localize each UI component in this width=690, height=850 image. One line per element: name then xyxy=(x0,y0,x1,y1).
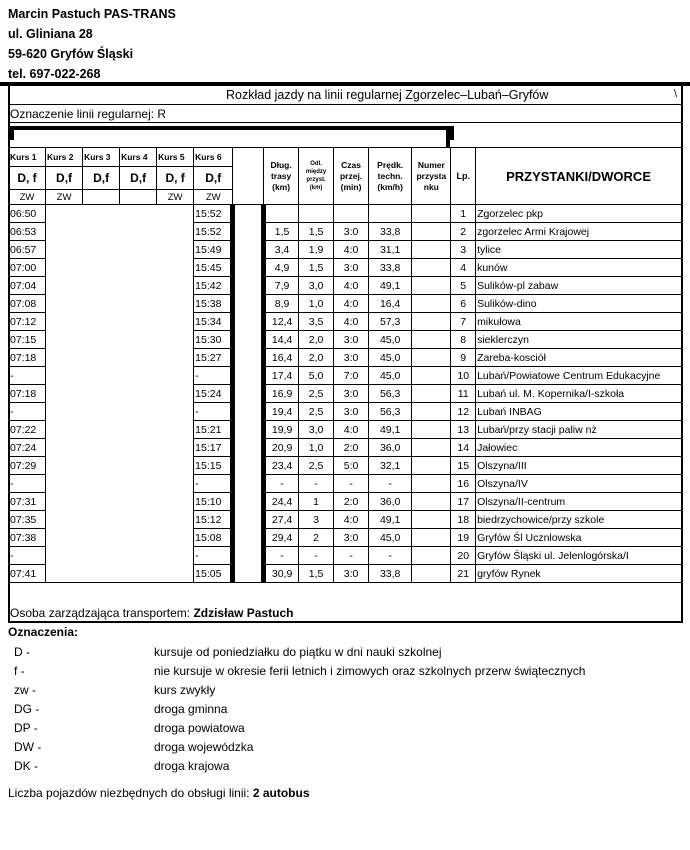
row-lp: 15 xyxy=(451,457,476,475)
title-tail: \ xyxy=(674,88,678,100)
route-length: 27,4 xyxy=(264,511,299,529)
vehicles-line xyxy=(8,786,310,800)
tech-speed: 36,0 xyxy=(369,493,412,511)
stop-number xyxy=(412,367,451,385)
stop-number xyxy=(412,439,451,457)
legend-item xyxy=(8,700,688,719)
tech-speed: 33,8 xyxy=(369,565,412,583)
row-lp: 16 xyxy=(451,475,476,493)
route-length: 29,4 xyxy=(264,529,299,547)
blank-column xyxy=(233,205,264,583)
legend-desc: kursuje od poniedziałku do piątku w dni nauki szkolnej xyxy=(154,645,442,659)
row-lp: 9 xyxy=(451,349,476,367)
stop-name: Zgorzelec pkp xyxy=(476,205,682,223)
travel-time: 4:0 xyxy=(334,511,369,529)
stop-name: sieklerczyn xyxy=(476,331,682,349)
czas-header: Czas przej. (min) xyxy=(334,148,369,205)
stop-number xyxy=(412,385,451,403)
tech-speed: 45,0 xyxy=(369,367,412,385)
legend-title: Oznaczenia: xyxy=(8,625,79,639)
row-lp: 21 xyxy=(451,565,476,583)
tech-speed: 45,0 xyxy=(369,349,412,367)
stop-name: kunów xyxy=(476,259,682,277)
header-frame-right xyxy=(446,126,450,147)
route-length: 4,9 xyxy=(264,259,299,277)
legend xyxy=(8,643,688,776)
stop-number xyxy=(412,259,451,277)
kurs1-time: 07:35 xyxy=(9,511,46,529)
travel-time: 3:0 xyxy=(334,565,369,583)
kurs1-time: 06:50 xyxy=(9,205,46,223)
stop-number xyxy=(412,349,451,367)
kurs-type-1: ZW xyxy=(9,190,46,205)
kurs-header-4: Kurs 4 xyxy=(120,148,157,167)
dlug-header: Dług. trasy (km) xyxy=(264,148,299,205)
kurs-code-6: D,f xyxy=(194,167,233,190)
kurs1-time: - xyxy=(9,475,46,493)
route-length: 3,4 xyxy=(264,241,299,259)
title-rule xyxy=(8,104,682,105)
kurs-type-5: ZW xyxy=(157,190,194,205)
stop-distance: 2,5 xyxy=(299,403,334,421)
kurs6-time: 15:52 xyxy=(194,223,233,241)
travel-time xyxy=(334,205,369,223)
row-lp: 18 xyxy=(451,511,476,529)
route-length: 23,4 xyxy=(264,457,299,475)
kurs-header-1: Kurs 1 xyxy=(9,148,46,167)
stop-distance: - xyxy=(299,547,334,565)
row-lp: 14 xyxy=(451,439,476,457)
stop-distance: 2,5 xyxy=(299,457,334,475)
kurs6-time: 15:52 xyxy=(194,205,233,223)
travel-time: 3:0 xyxy=(334,529,369,547)
stop-distance: 3 xyxy=(299,511,334,529)
row-lp: 1 xyxy=(451,205,476,223)
stop-name: gryfów Rynek xyxy=(476,565,682,583)
kurs6-time: 15:17 xyxy=(194,439,233,457)
kurs1-time: 07:29 xyxy=(9,457,46,475)
stop-number xyxy=(412,475,451,493)
tech-speed: 57,3 xyxy=(369,313,412,331)
legend-desc: nie kursuje w okresie ferii letnich i zimowych oraz szkolnych przerw świątecznych xyxy=(154,664,586,678)
route-length: 8,9 xyxy=(264,295,299,313)
stop-number xyxy=(412,277,451,295)
route-length: - xyxy=(264,547,299,565)
travel-time: - xyxy=(334,547,369,565)
kurs6-time: 15:42 xyxy=(194,277,233,295)
legend-desc: droga wojewódzka xyxy=(154,740,254,754)
company-phone: tel. 697-022-268 xyxy=(8,67,101,81)
kurs-code-4: D,f xyxy=(120,167,157,190)
tech-speed: 31,1 xyxy=(369,241,412,259)
kurs6-time: 15:21 xyxy=(194,421,233,439)
kurs-header-2: Kurs 2 xyxy=(46,148,83,167)
stop-number xyxy=(412,205,451,223)
route-length: 14,4 xyxy=(264,331,299,349)
stop-name: biedrzychowice/przy szkole xyxy=(476,511,682,529)
stop-distance: 2,5 xyxy=(299,385,334,403)
numer-header: Numer przysta nku xyxy=(412,148,451,205)
stop-number xyxy=(412,565,451,583)
lp-header: Lp. xyxy=(451,148,476,205)
route-length: 30,9 xyxy=(264,565,299,583)
legend-item xyxy=(8,643,688,662)
kurs-header-5: Kurs 5 xyxy=(157,148,194,167)
legend-code: zw - xyxy=(14,683,36,697)
stop-distance: 2 xyxy=(299,529,334,547)
legend-code: DK - xyxy=(14,759,38,773)
stop-name: Sulików-pl zabaw xyxy=(476,277,682,295)
kurs6-time: 15:05 xyxy=(194,565,233,583)
tech-speed: 56,3 xyxy=(369,385,412,403)
travel-time: - xyxy=(334,475,369,493)
stop-number xyxy=(412,403,451,421)
odl-header: Odl. między przyst. (km) xyxy=(299,148,334,205)
kurs-code-1: D, f xyxy=(9,167,46,190)
travel-time: 4:0 xyxy=(334,295,369,313)
stop-distance: 1,9 xyxy=(299,241,334,259)
timetable xyxy=(8,147,682,583)
route-length: 12,4 xyxy=(264,313,299,331)
route-length: 17,4 xyxy=(264,367,299,385)
route-length xyxy=(264,205,299,223)
stop-distance: 5,0 xyxy=(299,367,334,385)
kurs-header-6: Kurs 6 xyxy=(194,148,233,167)
route-length: 16,9 xyxy=(264,385,299,403)
tech-speed: 45,0 xyxy=(369,529,412,547)
kurs6-time: 15:38 xyxy=(194,295,233,313)
kurs6-time: - xyxy=(194,403,233,421)
tech-speed: - xyxy=(369,547,412,565)
stop-number xyxy=(412,331,451,349)
row-lp: 2 xyxy=(451,223,476,241)
legend-code: f - xyxy=(14,664,25,678)
route-length: 7,9 xyxy=(264,277,299,295)
stop-name: Olszyna/II-centrum xyxy=(476,493,682,511)
travel-time: 3:0 xyxy=(334,403,369,421)
travel-time: 4:0 xyxy=(334,313,369,331)
travel-time: 3:0 xyxy=(334,349,369,367)
stop-distance: 1,5 xyxy=(299,565,334,583)
kurs1-time: 07:24 xyxy=(9,439,46,457)
tech-speed: 33,8 xyxy=(369,223,412,241)
stop-name: Lubań/Powiatowe Centrum Edukacyjne xyxy=(476,367,682,385)
kurs6-time: 15:15 xyxy=(194,457,233,475)
stop-name: Lubań/przy stacji paliw nż xyxy=(476,421,682,439)
predk-header: Prędk. techn. (km/h) xyxy=(369,148,412,205)
legend-desc: droga gminna xyxy=(154,702,228,716)
route-length: 1,5 xyxy=(264,223,299,241)
tech-speed: 33,8 xyxy=(369,259,412,277)
kurs-code-5: D, f xyxy=(157,167,194,190)
stop-name: Sulików-dino xyxy=(476,295,682,313)
manager-line xyxy=(10,606,293,620)
stop-distance: - xyxy=(299,475,334,493)
line-label: Oznaczenie linii regularnej: R xyxy=(10,107,167,121)
legend-item xyxy=(8,681,688,700)
kurs1-time: 07:38 xyxy=(9,529,46,547)
stop-number xyxy=(412,295,451,313)
legend-code: DW - xyxy=(14,740,42,754)
blank-header xyxy=(233,148,264,205)
travel-time: 7:0 xyxy=(334,367,369,385)
stop-name: Gryfów Śl Ucznlowska xyxy=(476,529,682,547)
stop-name: Zareba-kosciół xyxy=(476,349,682,367)
kurs6-time: 15:30 xyxy=(194,331,233,349)
tech-speed: - xyxy=(369,475,412,493)
kurs1-time: 07:04 xyxy=(9,277,46,295)
row-lp: 19 xyxy=(451,529,476,547)
stop-number xyxy=(412,241,451,259)
vehicles-label: Liczba pojazdów niezbędnych do obsługi linii: xyxy=(8,786,250,800)
timetable-title: Rozkład jazdy na linii regularnej Zgorzelec–Lubań–Gryfów xyxy=(226,88,549,102)
kurs1-time: 07:22 xyxy=(9,421,46,439)
stop-name: Jałowiec xyxy=(476,439,682,457)
route-length: 19,9 xyxy=(264,421,299,439)
row-lp: 13 xyxy=(451,421,476,439)
stop-number xyxy=(412,421,451,439)
stop-distance: 1,0 xyxy=(299,295,334,313)
tech-speed: 16,4 xyxy=(369,295,412,313)
stop-distance: 3,0 xyxy=(299,277,334,295)
stop-distance: 3,0 xyxy=(299,421,334,439)
kurs6-time: 15:49 xyxy=(194,241,233,259)
stop-name: Olszyna/IV xyxy=(476,475,682,493)
kurs1-time: 07:15 xyxy=(9,331,46,349)
kurs1-time: 06:53 xyxy=(9,223,46,241)
tech-speed: 49,1 xyxy=(369,511,412,529)
kurs1-time: 07:41 xyxy=(9,565,46,583)
route-length: 20,9 xyxy=(264,439,299,457)
table-row xyxy=(9,205,682,223)
legend-item xyxy=(8,738,688,757)
kurs-type-2: ZW xyxy=(46,190,83,205)
company-city: 59-620 Gryfów Śląski xyxy=(8,47,134,61)
travel-time: 3:0 xyxy=(334,223,369,241)
tech-speed: 32,1 xyxy=(369,457,412,475)
manager-rule xyxy=(8,621,683,623)
route-length: 16,4 xyxy=(264,349,299,367)
kurs6-time: 15:24 xyxy=(194,385,233,403)
kurs-code-3: D,f xyxy=(83,167,120,190)
row-lp: 11 xyxy=(451,385,476,403)
legend-item xyxy=(8,662,688,681)
kurs2-5-blank xyxy=(46,205,194,583)
row-lp: 12 xyxy=(451,403,476,421)
travel-time: 4:0 xyxy=(334,421,369,439)
stop-name: Lubań INBAG xyxy=(476,403,682,421)
kurs-header-3: Kurs 3 xyxy=(83,148,120,167)
kurs1-time: 07:18 xyxy=(9,349,46,367)
row-lp: 20 xyxy=(451,547,476,565)
travel-time: 3:0 xyxy=(334,331,369,349)
stop-distance: 2,0 xyxy=(299,349,334,367)
tech-speed: 49,1 xyxy=(369,421,412,439)
kurs6-time: - xyxy=(194,547,233,565)
tech-speed xyxy=(369,205,412,223)
route-length: - xyxy=(264,475,299,493)
travel-time: 2:0 xyxy=(334,493,369,511)
stop-distance: 1,5 xyxy=(299,223,334,241)
legend-item xyxy=(8,719,688,738)
manager-name: Zdzisław Pastuch xyxy=(193,606,294,620)
stop-distance: 1,0 xyxy=(299,439,334,457)
top-rule xyxy=(0,82,690,86)
row-lp: 7 xyxy=(451,313,476,331)
stop-name: mikułowa xyxy=(476,313,682,331)
kurs-type-6: ZW xyxy=(194,190,233,205)
stop-number xyxy=(412,529,451,547)
stop-distance: 3,5 xyxy=(299,313,334,331)
kurs-type-4 xyxy=(120,190,157,205)
vehicles-value: 2 autobus xyxy=(252,786,310,800)
stop-name: Olszyna/III xyxy=(476,457,682,475)
kurs6-time: 15:34 xyxy=(194,313,233,331)
stop-number xyxy=(412,493,451,511)
stop-number xyxy=(412,511,451,529)
line-rule xyxy=(8,122,682,123)
stop-name: zgorzelec Armi Krajowej xyxy=(476,223,682,241)
row-lp: 6 xyxy=(451,295,476,313)
stop-name: tylice xyxy=(476,241,682,259)
kurs1-time: 07:18 xyxy=(9,385,46,403)
kurs6-time: 15:08 xyxy=(194,529,233,547)
kurs1-time: 07:08 xyxy=(9,295,46,313)
stop-number xyxy=(412,313,451,331)
row-lp: 4 xyxy=(451,259,476,277)
manager-label: Osoba zarządzająca transportem: xyxy=(10,606,191,620)
kurs1-time: 07:00 xyxy=(9,259,46,277)
travel-time: 4:0 xyxy=(334,241,369,259)
kurs-type-3 xyxy=(83,190,120,205)
row-lp: 5 xyxy=(451,277,476,295)
route-length: 24,4 xyxy=(264,493,299,511)
stop-number xyxy=(412,547,451,565)
travel-time: 3:0 xyxy=(334,259,369,277)
travel-time: 5:0 xyxy=(334,457,369,475)
legend-item xyxy=(8,757,688,776)
tech-speed: 49,1 xyxy=(369,277,412,295)
row-lp: 8 xyxy=(451,331,476,349)
travel-time: 2:0 xyxy=(334,439,369,457)
stop-number xyxy=(412,457,451,475)
kurs6-time: - xyxy=(194,367,233,385)
row-lp: 10 xyxy=(451,367,476,385)
stop-distance: 2,0 xyxy=(299,331,334,349)
legend-desc: droga powiatowa xyxy=(154,721,245,735)
tech-speed: 56,3 xyxy=(369,403,412,421)
kurs-code-2: D,f xyxy=(46,167,83,190)
kurs1-time: 06:57 xyxy=(9,241,46,259)
stop-distance xyxy=(299,205,334,223)
kurs1-time: - xyxy=(9,403,46,421)
company-street: ul. Gliniana 28 xyxy=(8,27,93,41)
kurs6-time: 15:27 xyxy=(194,349,233,367)
kurs6-time: 15:45 xyxy=(194,259,233,277)
stop-number xyxy=(412,223,451,241)
kurs6-time: 15:12 xyxy=(194,511,233,529)
stops-header: PRZYSTANKI/DWORCE xyxy=(476,148,682,205)
tech-speed: 36,0 xyxy=(369,439,412,457)
travel-time: 3:0 xyxy=(334,385,369,403)
route-length: 19,4 xyxy=(264,403,299,421)
legend-code: D - xyxy=(14,645,30,659)
company-name: Marcin Pastuch PAS-TRANS xyxy=(8,7,176,21)
kurs1-time: 07:12 xyxy=(9,313,46,331)
kurs6-time: - xyxy=(194,475,233,493)
legend-desc: droga krajowa xyxy=(154,759,230,773)
kurs1-time: 07:31 xyxy=(9,493,46,511)
legend-code: DG - xyxy=(14,702,40,716)
travel-time: 4:0 xyxy=(334,277,369,295)
stop-name: Lubań ul. M. Kopernika/I-szkoła xyxy=(476,385,682,403)
row-lp: 3 xyxy=(451,241,476,259)
stop-name: Gryfów Śląski ul. Jelenlogórska/I xyxy=(476,547,682,565)
kurs1-time: - xyxy=(9,547,46,565)
row-lp: 17 xyxy=(451,493,476,511)
stop-distance: 1 xyxy=(299,493,334,511)
kurs1-time: - xyxy=(9,367,46,385)
header-frame xyxy=(10,126,454,140)
kurs6-time: 15:10 xyxy=(194,493,233,511)
tech-speed: 45,0 xyxy=(369,331,412,349)
stop-distance: 1,5 xyxy=(299,259,334,277)
legend-code: DP - xyxy=(14,721,38,735)
legend-desc: kurs zwykły xyxy=(154,683,216,697)
